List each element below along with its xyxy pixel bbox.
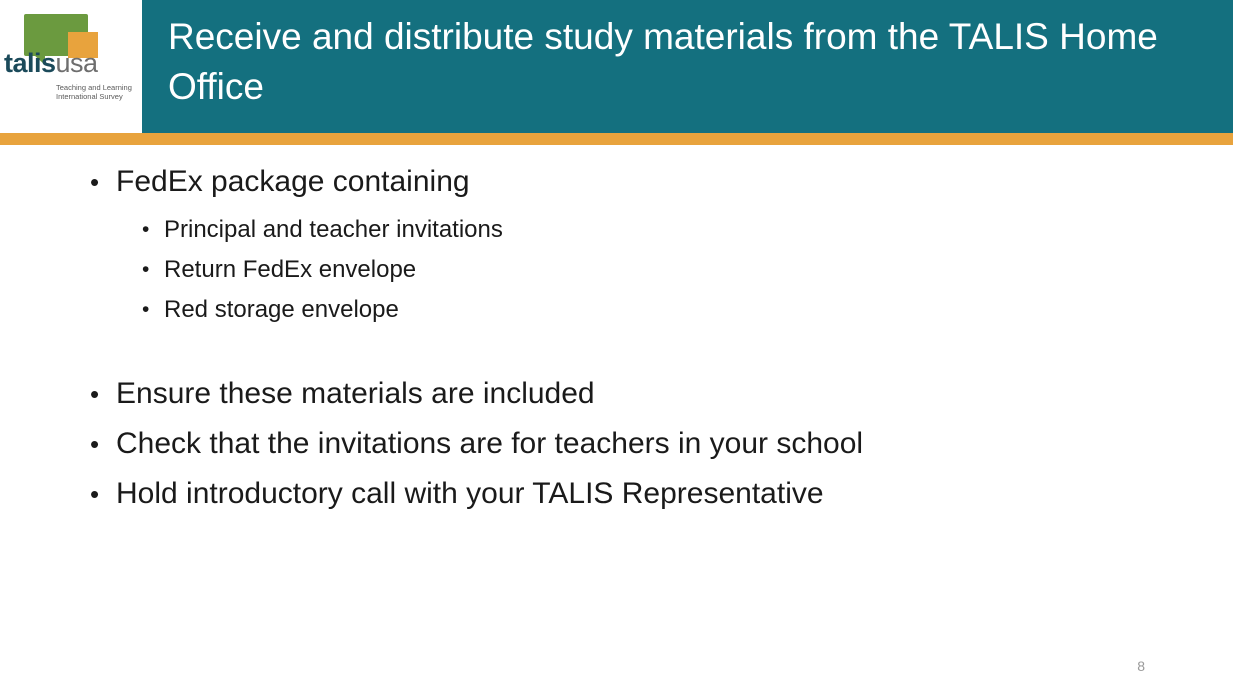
header-divider: [0, 133, 1233, 145]
spacer: [0, 330, 1233, 372]
logo-wordmark-main: talis: [4, 48, 56, 78]
bullet-item: • Return FedEx envelope: [140, 250, 1233, 290]
slide-header: [0, 0, 1233, 133]
logo-wordmark: [4, 48, 138, 78]
page-title: Receive and distribute study materials from the TALIS Home Office: [168, 16, 1158, 107]
bullet-item: • Check that the invitations are for teachers in your school: [88, 422, 1233, 466]
bullet-item: • Principal and teacher invitations: [140, 210, 1233, 250]
talis-usa-logo: [0, 0, 142, 133]
slide-body: [0, 160, 1233, 660]
bullet-item: • FedEx package containing: [88, 160, 1233, 204]
bullet-item: • Hold introductory call with your TALIS Representative: [88, 472, 1233, 516]
page-number: 8: [1137, 658, 1145, 674]
bullet-item: • Ensure these materials are included: [88, 372, 1233, 416]
logo-wordmark-sub: usa: [55, 48, 98, 78]
bullet-item: • Red storage envelope: [140, 290, 1233, 330]
logo-tagline: Teaching and Learning International Survey: [56, 83, 132, 101]
